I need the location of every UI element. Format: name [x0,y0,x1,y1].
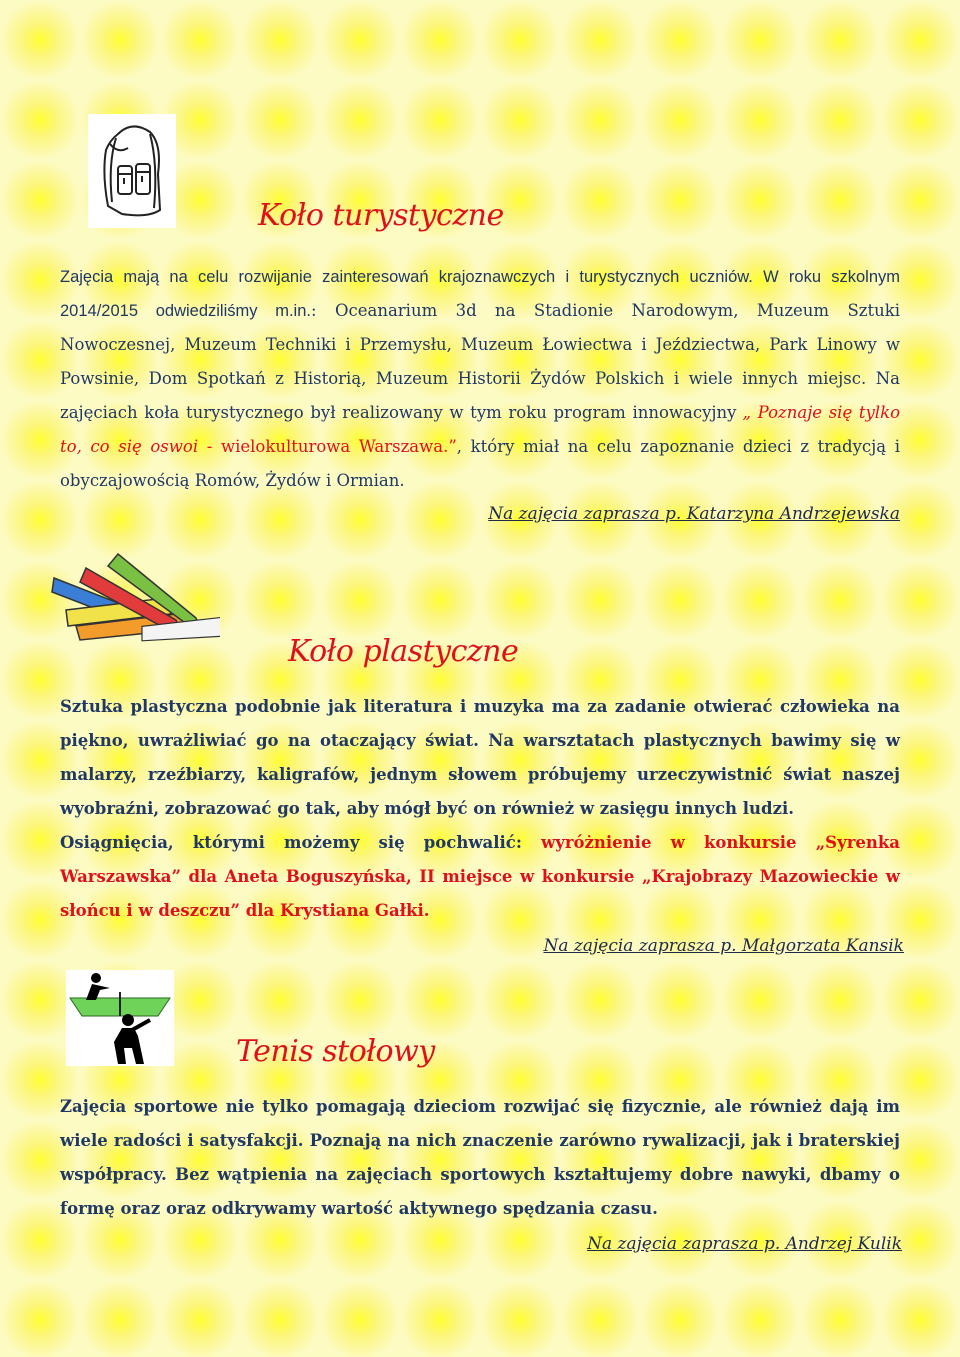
pencils-icon [46,548,220,660]
section-title-tennis: Tenis stołowy [236,1034,435,1069]
achievements-intro: Osiągnięcia, którymi możemy się pochwalić: [60,833,542,852]
tourism-text-1: Zajęcia mają na celu rozwijanie zainteresowań krajoznawczych i turystycznych uczniów. W roku szkolnym 2014/2015 odwiedziliśmy m.in. [60,268,900,320]
achievements-text: wyróżnienie w konkursie „Syrenka Warszawska” dla Aneta Boguszyńska, II miejsce w konkursie „Krajobrazy Mazowieckie w słońcu i w deszczu” dla Krystiana Gałki. [60,833,901,920]
program-name: „ Poznaje się tylko to, co się oswoi [60,403,901,456]
program-subtitle: - wielokulturowa Warszawa.” [198,437,457,456]
section-title-tourism: Koło turystyczne [258,198,504,233]
tourism-text-3: i wiele innych miejsc. [664,369,867,388]
art-paragraph [60,690,900,826]
tourism-text-4: Na zajęciach koła turystycznego był realizowany w tym roku program innowacyjny [60,369,900,422]
art-text-2: Na warsztatach plastycznych bawimy się w malarzy, rzeźbiarzy, kaligrafów, jednym słowem próbujemy urzeczywistnić świat naszej wyobraźni, zobrazować go tak, aby mógł być on również w zasięgu innych ludzi. [60,731,900,818]
art-achievements [60,826,900,928]
teacher-tourism: Na zajęcia zaprasza p. Katarzyna Andrzejewska [488,504,900,524]
teacher-art: Na zajęcia zaprasza p. Małgorzata Kansik [543,936,904,956]
teacher-tennis: Na zajęcia zaprasza p. Andrzej Kulik [587,1234,902,1254]
tourism-paragraph [60,260,900,498]
table-tennis-icon [66,970,174,1066]
tourism-text-5: , który miał na celu zapoznanie dzieci z tradycją i obyczajowością Romów, Żydów i Ormian. [60,437,901,490]
art-text-1: Sztuka plastyczna podobnie jak literatura i muzyka ma za zadanie otwierać człowieka na piękno, uwrażliwiać go na otaczający świat. [60,697,900,750]
tennis-paragraph: Zajęcia sportowe nie tylko pomagają dzieciom rozwijać się fizycznie, ale również dają im wiele radości i satysfakcji. Poznają na nich znaczenie zarówno rywalizacji, jak i braterskiej współpracy. Bez wątpienia na zajęciach sportowych kształtujemy dobre nawyki, dbamy o formę oraz oraz odkrywamy wartość aktywnego spędzania czasu. [60,1097,900,1218]
section-title-art: Koło plastyczne [288,634,519,669]
tourism-text-2: : Oceanarium 3d na Stadionie Narodowym, Muzeum Sztuki Nowoczesnej, Muzeum Techniki i Przemysłu, Muzeum Łowiectwa i Jeździectwa, Park Linowy w Powsinie, Dom Spotkań z Historią, Muzeum Historii Żydów Polskich [60,301,900,388]
backpack-icon [88,114,176,228]
